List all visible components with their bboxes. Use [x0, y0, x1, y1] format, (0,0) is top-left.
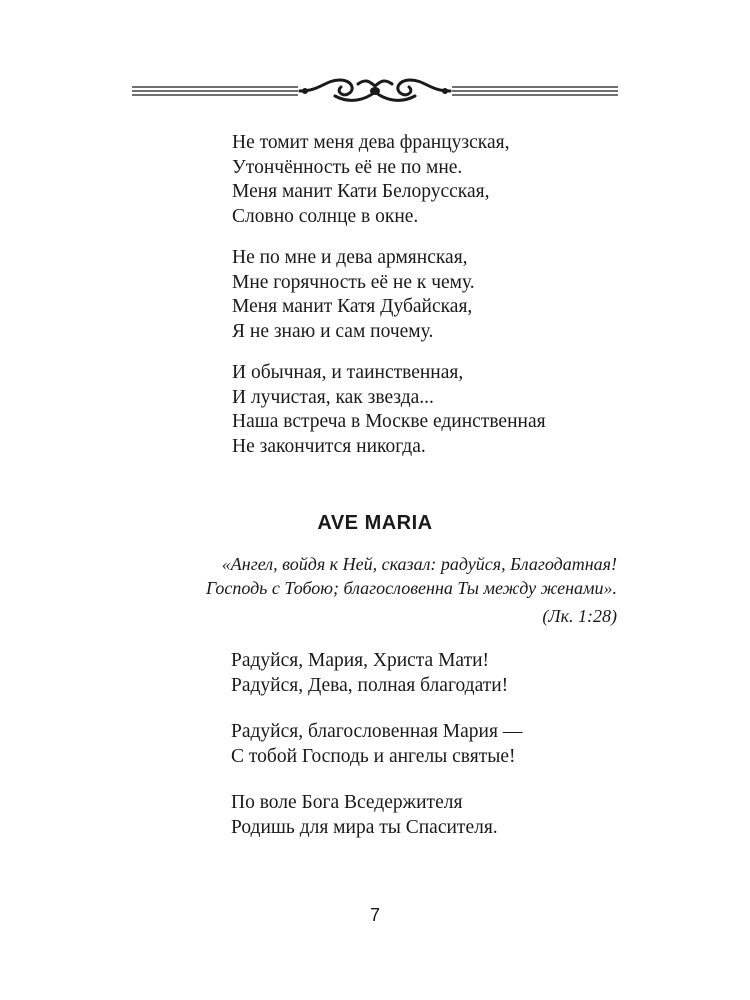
- poem-line: Не томит меня дева французская,: [232, 132, 510, 153]
- poem-line: Словно солнце в окне.: [232, 205, 419, 227]
- poem-line: По воле Бога Вседержителя: [231, 792, 463, 813]
- epigraph: [206, 552, 617, 600]
- poem-line: И обычная, и таинственная,: [232, 362, 464, 383]
- page-number: 7: [369, 905, 380, 925]
- poem2-stanza-1: [231, 649, 508, 698]
- poem-line: Родишь для мира ты Спасителя.: [231, 816, 498, 838]
- poem-line: Утончённость её не по мне.: [232, 156, 463, 178]
- poem-line: Меня манит Катя Дубайская,: [232, 296, 473, 317]
- poem-line: Радуйся, Мария, Христа Мати!: [231, 650, 490, 671]
- poem-line: Меня манит Кати Белорусская,: [232, 181, 490, 202]
- epigraph-line: Господь с Тобою; благословенна Ты между женами».: [206, 578, 617, 598]
- poem2-stanza-2: [231, 720, 522, 769]
- poem-line: Радуйся, благословенная Мария —: [231, 721, 523, 742]
- poem-title: AVE MARIA: [317, 512, 433, 534]
- poem-line: И лучистая, как звезда...: [232, 386, 434, 408]
- poem-line: Не по мне и дева армянская,: [232, 247, 468, 268]
- poem-line: Наша встреча в Москве единственная: [232, 411, 546, 432]
- poem-line: Я не знаю и сам почему.: [232, 320, 434, 342]
- poem-line: Мне горячность её не к чему.: [232, 271, 475, 293]
- poem-line: Радуйся, Дева, полная благодати!: [231, 674, 509, 696]
- poem-line: С тобой Господь и ангелы святые!: [231, 745, 516, 767]
- epigraph-reference: (Лк. 1:28): [542, 606, 617, 626]
- poem2-stanza-3: [231, 791, 498, 840]
- poem-line: Не закончится никогда.: [232, 435, 426, 457]
- header-ornament: [130, 70, 620, 110]
- epigraph-line: «Ангел, войдя к Ней, сказал: радуйся, Благодатная!: [221, 554, 617, 574]
- poem1-stanza-1: [232, 131, 509, 229]
- poem1-stanza-3: [232, 361, 546, 459]
- poem1-stanza-2: [232, 246, 475, 344]
